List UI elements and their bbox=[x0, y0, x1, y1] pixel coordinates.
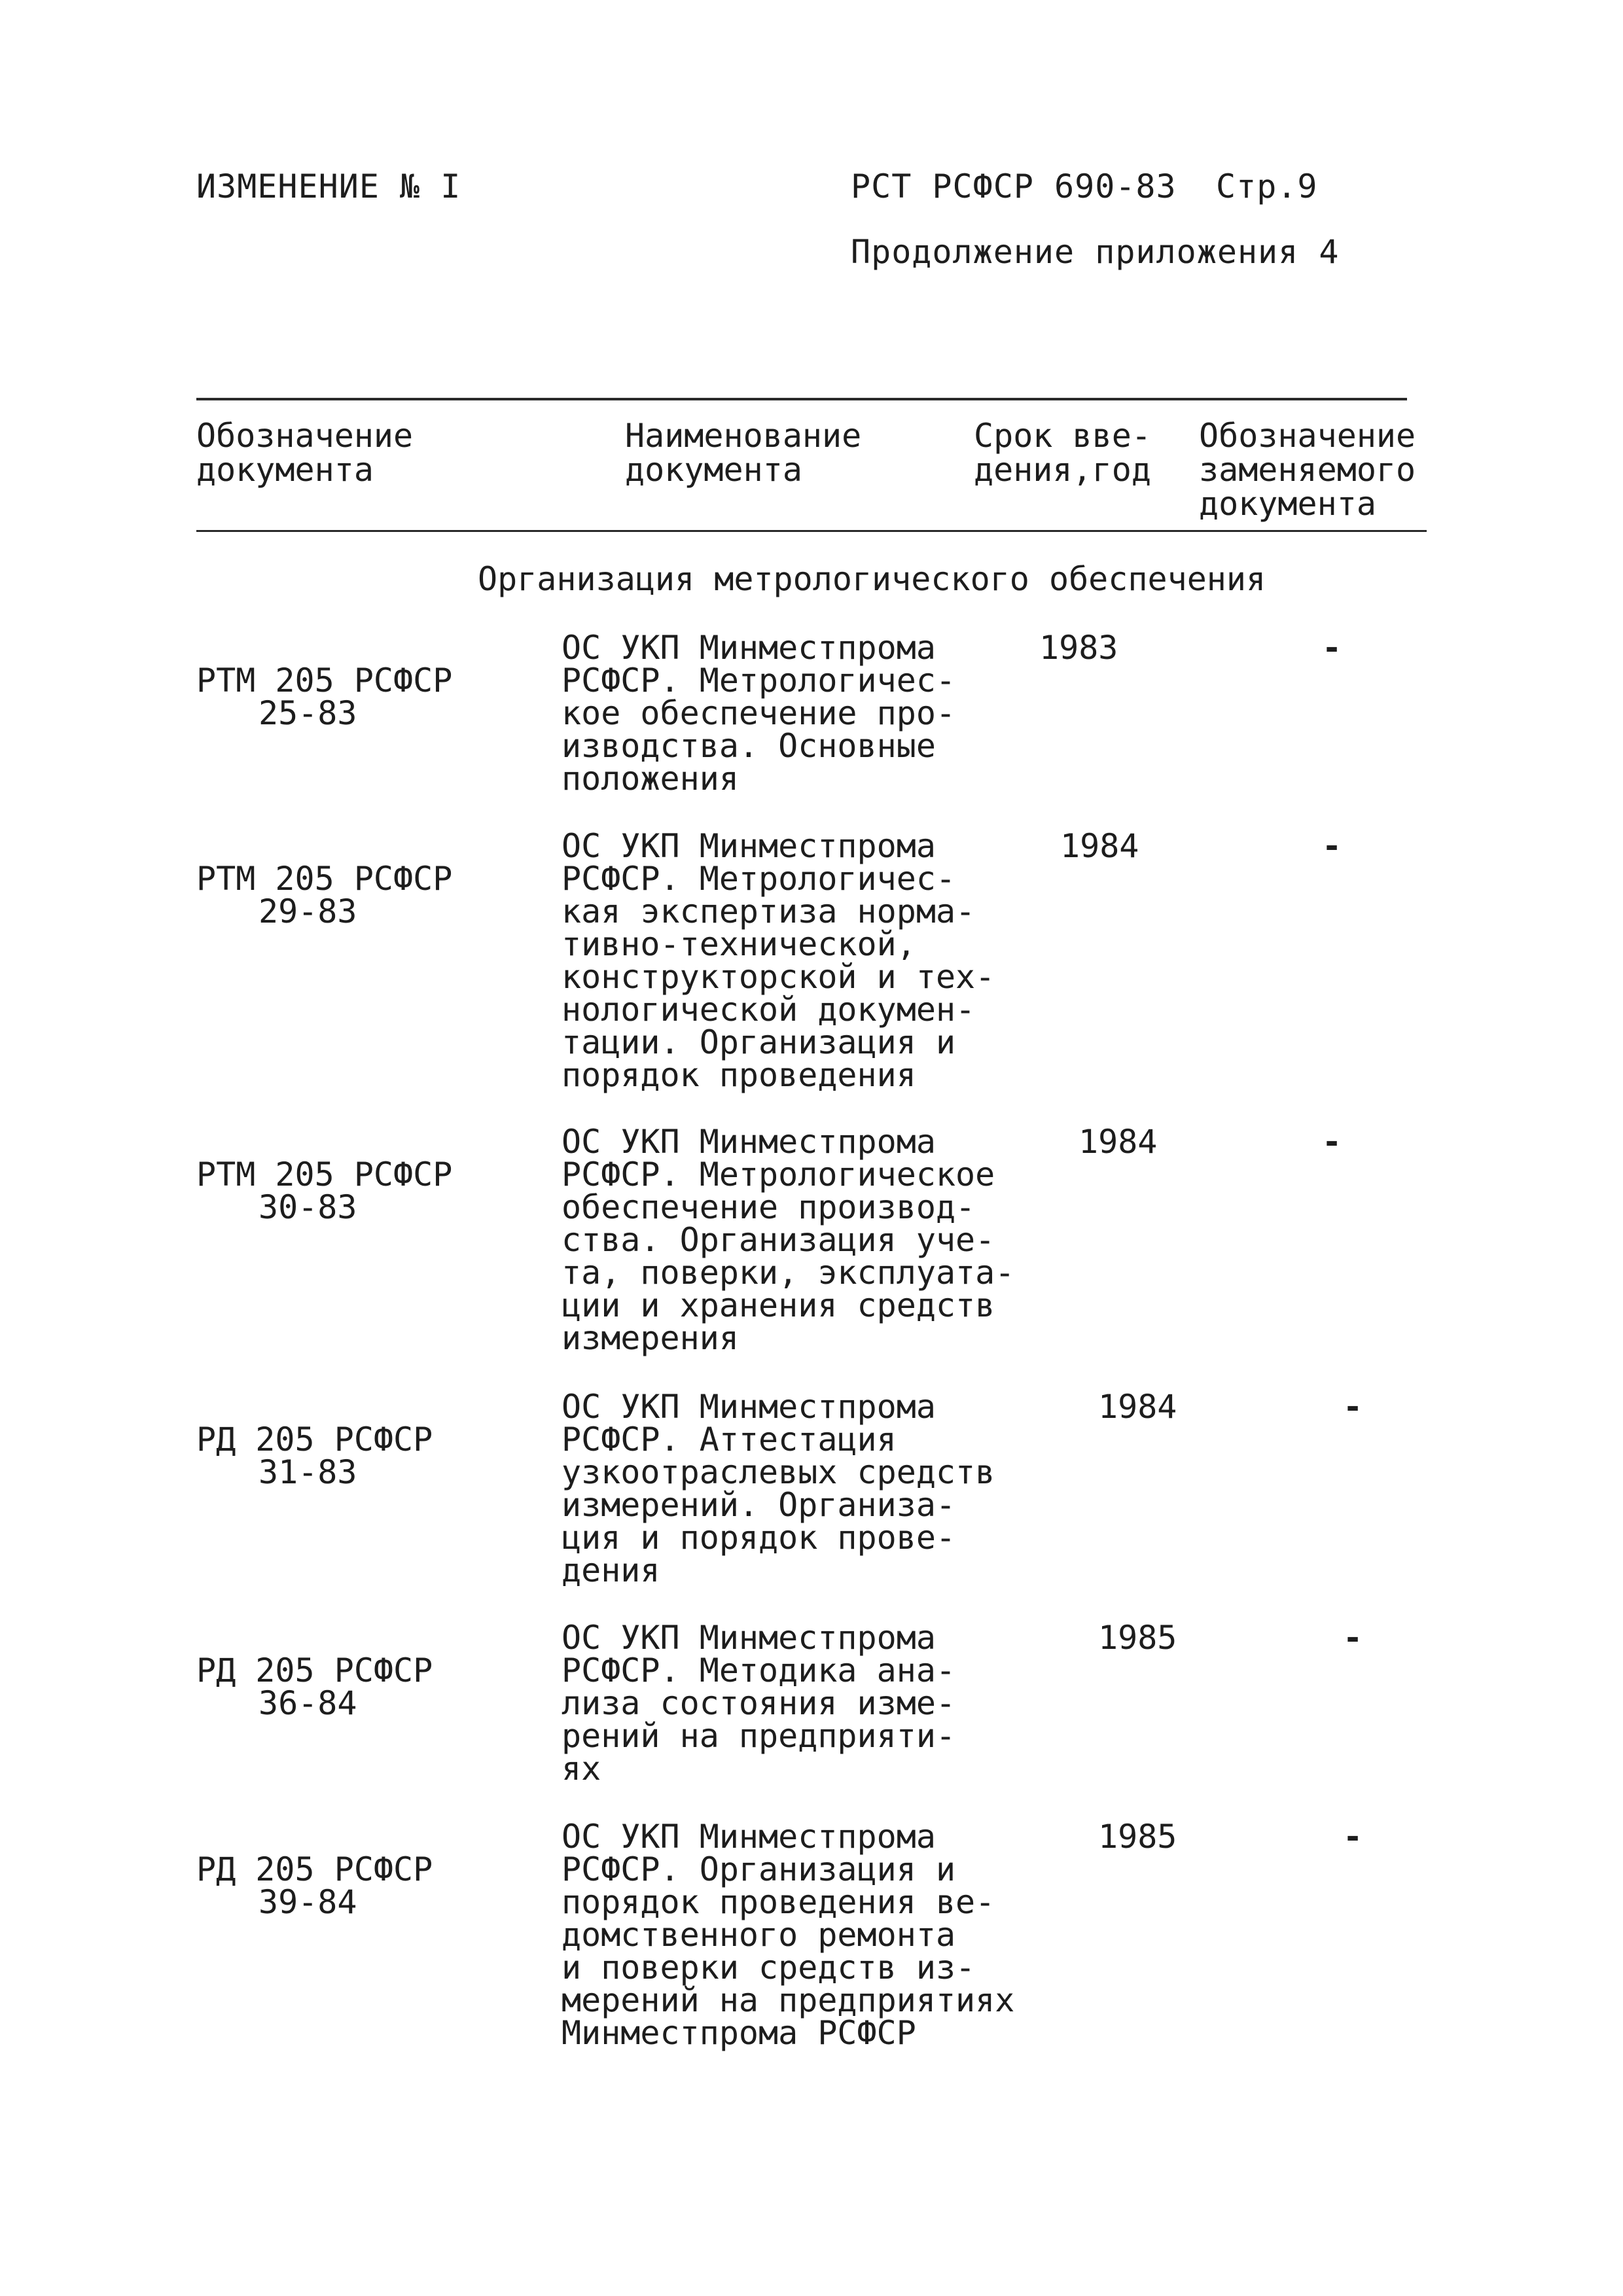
standard-number: РСТ РСФСР 690-83 bbox=[851, 168, 1177, 205]
document-name: ОС УКП Минместпрома РСФСР. Методика ана- лиза состояния изме- рений на предприяти- ях bbox=[562, 1619, 956, 1788]
column-header-year: Срок вве- дения,год bbox=[974, 417, 1151, 489]
document-name: ОС УКП Минместпрома РСФСР. Организация и порядок проведения ве- домственного ремонта и поверки средств из- мерений на предприятиях Минместпрома РСФСР bbox=[562, 1818, 1015, 2052]
column-header-designation: Обозначение документа bbox=[196, 417, 414, 489]
document-code bbox=[196, 1621, 433, 1752]
introduction-year: 1983 bbox=[1039, 629, 1118, 667]
table-header-rule bbox=[196, 530, 1427, 532]
document-code-prefix: РД 205 РСФСР bbox=[196, 1651, 433, 1689]
document-code-prefix: РТМ 205 РСФСР bbox=[196, 1156, 453, 1193]
column-header-replaced: Обозначение заменяемого документа bbox=[1199, 417, 1416, 523]
replaced-document: - bbox=[1343, 1619, 1363, 1657]
document-code bbox=[196, 1125, 452, 1256]
introduction-year: 1984 bbox=[1098, 1388, 1177, 1426]
document-code-number: 31-83 bbox=[259, 1453, 357, 1491]
document-code bbox=[196, 830, 452, 961]
introduction-year: 1985 bbox=[1098, 1619, 1177, 1657]
replaced-document: - bbox=[1322, 827, 1342, 865]
replaced-document: - bbox=[1343, 1388, 1363, 1426]
document-code-prefix: РД 205 РСФСР bbox=[196, 1421, 433, 1458]
introduction-year: 1984 bbox=[1079, 1123, 1158, 1161]
document-name: ОС УКП Минместпрома РСФСР. Метрологичес- кая экспертиза норма- тивно-технической, конструкторской и тех- нологической докумен- тации. Организация и порядок проведения bbox=[562, 827, 995, 1094]
introduction-year: 1984 bbox=[1060, 827, 1139, 865]
document-code-prefix: РТМ 205 РСФСР bbox=[196, 662, 453, 699]
document-code-prefix: РТМ 205 РСФСР bbox=[196, 860, 453, 898]
document-name: ОС УКП Минместпрома РСФСР. Аттестация узкоотраслевых средств измерений. Организа- ция и порядок прове- дения bbox=[562, 1388, 995, 1589]
table-top-rule bbox=[196, 398, 1407, 400]
page-number: Стр.9 bbox=[1216, 168, 1318, 205]
document-code-prefix: РД 205 РСФСР bbox=[196, 1850, 433, 1888]
document-code-number: 25-83 bbox=[259, 694, 357, 732]
column-header-name: Наименование документа bbox=[625, 417, 862, 489]
document-code-number: 39-84 bbox=[259, 1883, 357, 1921]
document-code bbox=[196, 1820, 433, 1951]
document-code-number: 29-83 bbox=[259, 892, 357, 930]
replaced-document: - bbox=[1322, 1123, 1342, 1161]
replaced-document: - bbox=[1343, 1818, 1363, 1856]
change-label: ИЗМЕНЕНИЕ № I bbox=[196, 168, 461, 205]
document-name: ОС УКП Минместпрома РСФСР. Метрологическое обеспечение производ- ства. Организация уче- та, поверки, эксплуата- ции и хранения средств измерения bbox=[562, 1123, 1015, 1357]
replaced-document: - bbox=[1322, 629, 1342, 667]
section-title: Организация метрологического обеспечения bbox=[478, 560, 1266, 598]
document-code bbox=[196, 1390, 433, 1521]
document-code bbox=[196, 631, 452, 762]
document-code-number: 36-84 bbox=[259, 1684, 357, 1722]
document-name: ОС УКП Минместпрома РСФСР. Метрологичес- кое обеспечение про- изводства. Основные положения bbox=[562, 629, 956, 798]
document-code-number: 30-83 bbox=[259, 1188, 357, 1226]
introduction-year: 1985 bbox=[1098, 1818, 1177, 1856]
appendix-continuation: Продолжение приложения 4 bbox=[851, 233, 1340, 271]
